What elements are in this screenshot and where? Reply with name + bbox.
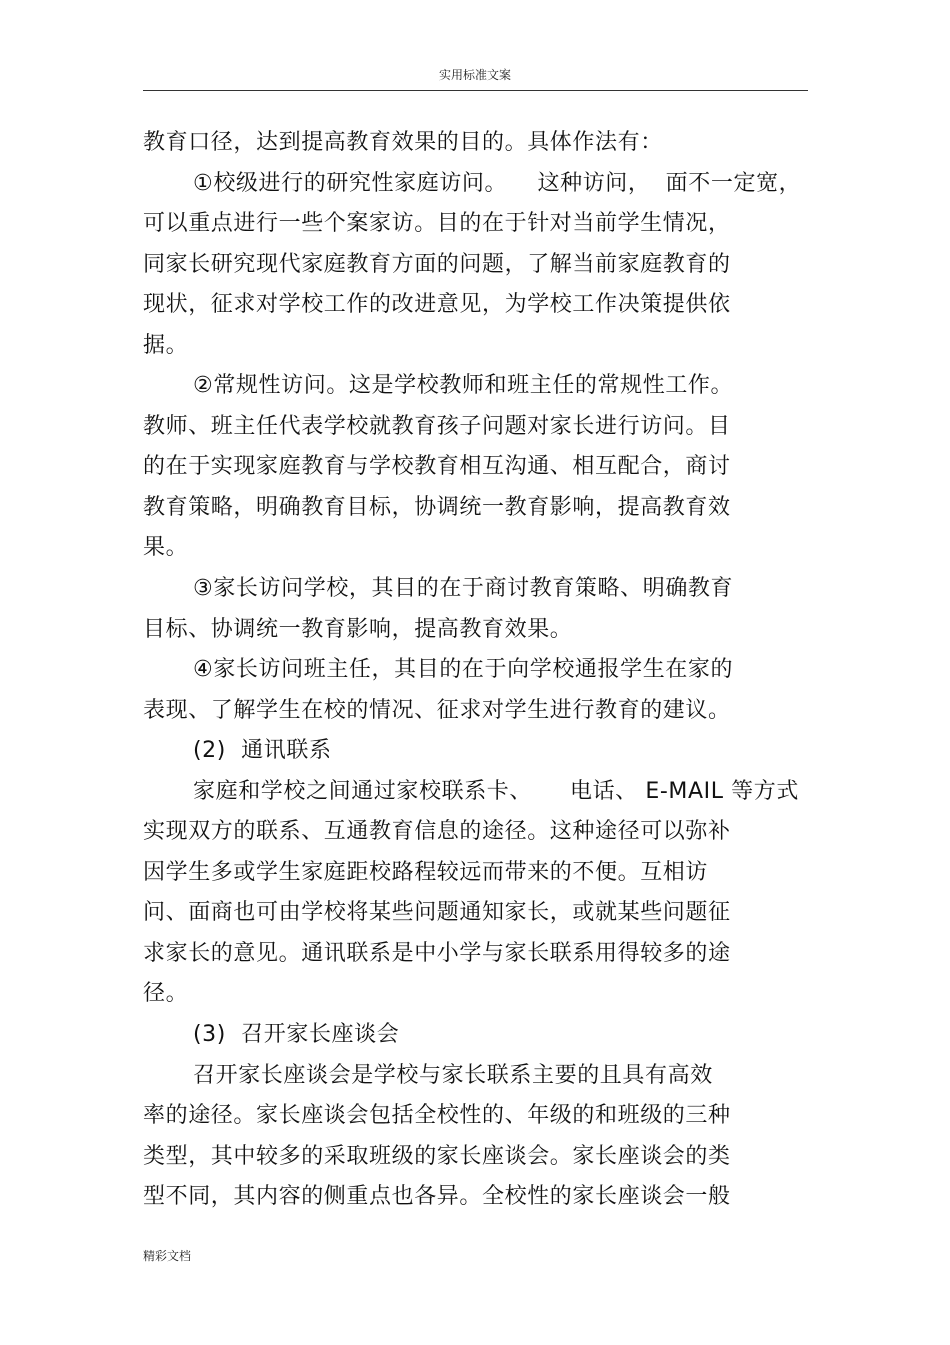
text-line: 的在于实现家庭教育与学校教育相互沟通、相互配合，商讨 [143,454,731,480]
text-line: ③家长访问学校，其目的在于商讨教育策略、明确教育 [193,576,734,602]
text-line: 率的途径。家长座谈会包括全校性的、年级的和班级的三种 [143,1103,731,1129]
text-line: ②常规性访问。这是学校教师和班主任的常规性工作。 [193,373,734,399]
text-line: 目标、协调统一教育影响，提高教育效果。 [143,616,573,642]
text-line: 现状，征求对学校工作的改进意见，为学校工作决策提供依 [143,292,731,318]
text-line: 据。 [143,332,189,358]
text-line: 型不同，其内容的侧重点也各异。全校性的家长座谈会一般 [143,1184,731,1210]
page-footer: 精彩文档 [143,1249,192,1263]
text-line: 问、面商也可由学校将某些问题通知家长，或就某些问题征 [143,900,731,926]
text-line: 教师、班主任代表学校就教育孩子问题对家长进行访问。目 [143,413,731,439]
text-line: 可以重点进行一些个案家访。目的在于针对当前学生情况， [143,211,731,237]
text-line: 表现、了解学生在校的情况、征求对学生进行教育的建议。 [143,697,731,723]
text-line: 果。 [143,535,189,561]
section-heading: (2) 通讯联系 [193,738,332,764]
section-heading: (3) 召开家长座谈会 [193,1022,400,1048]
header-divider [143,90,808,91]
text-line: 教育策略，明确教育目标，协调统一教育影响，提高教育效 [143,494,731,520]
text-line: 径。 [143,981,189,1007]
document-body [143,123,808,1218]
text-line: ④家长访问班主任，其目的在于向学校通报学生在家的 [193,657,734,683]
text-line: 求家长的意见。通讯联系是中小学与家长联系用得较多的途 [143,940,731,966]
text-line: 召开家长座谈会是学校与家长联系主要的且具有高效 [193,1062,713,1088]
page-header: 实用标准文案 [438,68,511,82]
text-line: 同家长研究现代家庭教育方面的问题，了解当前家庭教育的 [143,251,731,277]
text-line: ①校级进行的研究性家庭访问。 这种访问， 面不一定宽， [193,170,802,196]
text-line: 因学生多或学生家庭距校路程较远而带来的不便。互相访 [143,859,709,885]
text-line: 家庭和学校之间通过家校联系卡、 电话、 E-MAIL 等方式 [193,778,799,804]
text-line: 实现双方的联系、互通教育信息的途径。这种途径可以弥补 [143,819,731,845]
text-line: 教育口径，达到提高教育效果的目的。具体作法有： [143,130,663,155]
text-line: 类型，其中较多的采取班级的家长座谈会。家长座谈会的类 [143,1143,731,1169]
